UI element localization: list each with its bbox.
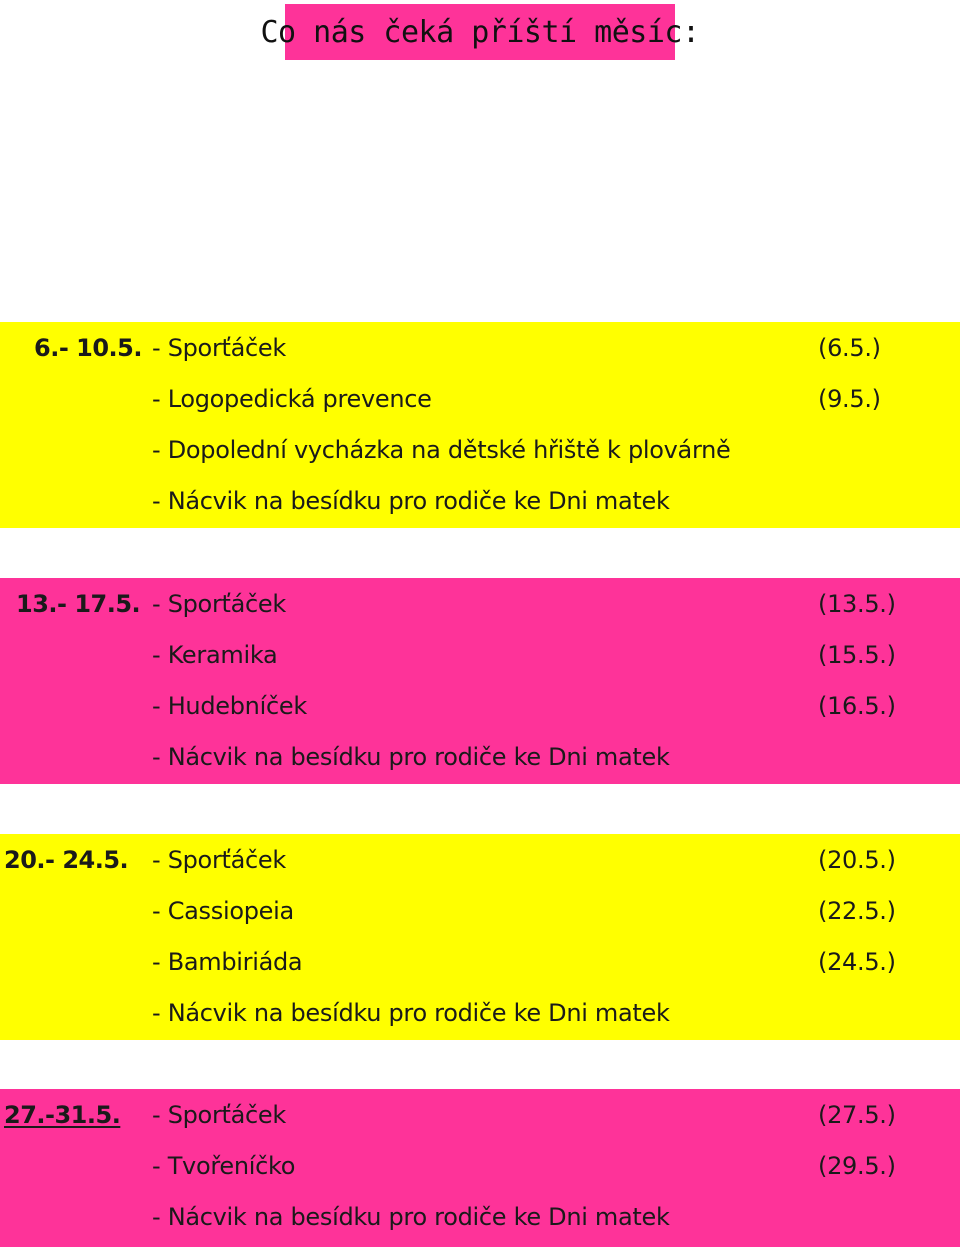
activity-label: - Logopedická prevence	[152, 385, 432, 413]
week-block	[0, 834, 960, 1040]
activity-label: - Nácvik na besídku pro rodiče ke Dni matek	[152, 743, 670, 771]
activity-label: - Sporťáček	[152, 334, 286, 362]
activity-date: (27.5.)	[818, 1101, 896, 1129]
activity-label: - Dopolední vycházka na dětské hřiště k plovárně	[152, 436, 731, 464]
activity-label: - Nácvik na besídku pro rodiče ke Dni matek	[152, 999, 670, 1027]
activity-label: - Tvořeníčko	[152, 1152, 296, 1180]
week-date-range: 13.- 17.5.	[16, 590, 141, 618]
schedule-row	[0, 686, 960, 726]
schedule-row	[0, 1197, 960, 1237]
activity-date: (9.5.)	[818, 385, 881, 413]
activity-label: - Hudebníček	[152, 692, 307, 720]
schedule-row	[0, 737, 960, 777]
week-date-range: 27.-31.5.	[4, 1101, 121, 1129]
week-block	[0, 578, 960, 784]
schedule-row	[0, 1146, 960, 1186]
activity-date: (22.5.)	[818, 897, 896, 925]
schedule-row	[0, 840, 960, 880]
activity-date: (15.5.)	[818, 641, 896, 669]
activity-date: (29.5.)	[818, 1152, 896, 1180]
activity-date: (20.5.)	[818, 846, 896, 874]
activity-label: - Bambiriáda	[152, 948, 303, 976]
activity-label: - Cassiopeia	[152, 897, 294, 925]
title-banner	[260, 4, 700, 60]
activity-label: - Sporťáček	[152, 590, 286, 618]
activity-date: (13.5.)	[818, 590, 896, 618]
schedule-row	[0, 1095, 960, 1135]
schedule-row	[0, 481, 960, 521]
schedule-row	[0, 430, 960, 470]
week-date-range: 6.- 10.5.	[34, 334, 142, 362]
page-title: Co nás čeká příští měsíc:	[260, 14, 700, 50]
activity-label: - Sporťáček	[152, 1101, 286, 1129]
schedule-row	[0, 584, 960, 624]
activity-label: - Sporťáček	[152, 846, 286, 874]
activity-date: (24.5.)	[818, 948, 896, 976]
schedule-row	[0, 993, 960, 1033]
week-date-range: 20.- 24.5.	[4, 846, 129, 874]
activity-label: - Nácvik na besídku pro rodiče ke Dni matek	[152, 1203, 670, 1231]
schedule-row	[0, 942, 960, 982]
activity-date: (16.5.)	[818, 692, 896, 720]
activity-label: - Nácvik na besídku pro rodiče ke Dni matek	[152, 487, 670, 515]
schedule-row	[0, 635, 960, 675]
schedule-row	[0, 379, 960, 419]
week-block	[0, 1089, 960, 1247]
schedule-row	[0, 891, 960, 931]
week-block	[0, 322, 960, 528]
schedule-row	[0, 328, 960, 368]
activity-date: (6.5.)	[818, 334, 881, 362]
activity-label: - Keramika	[152, 641, 278, 669]
